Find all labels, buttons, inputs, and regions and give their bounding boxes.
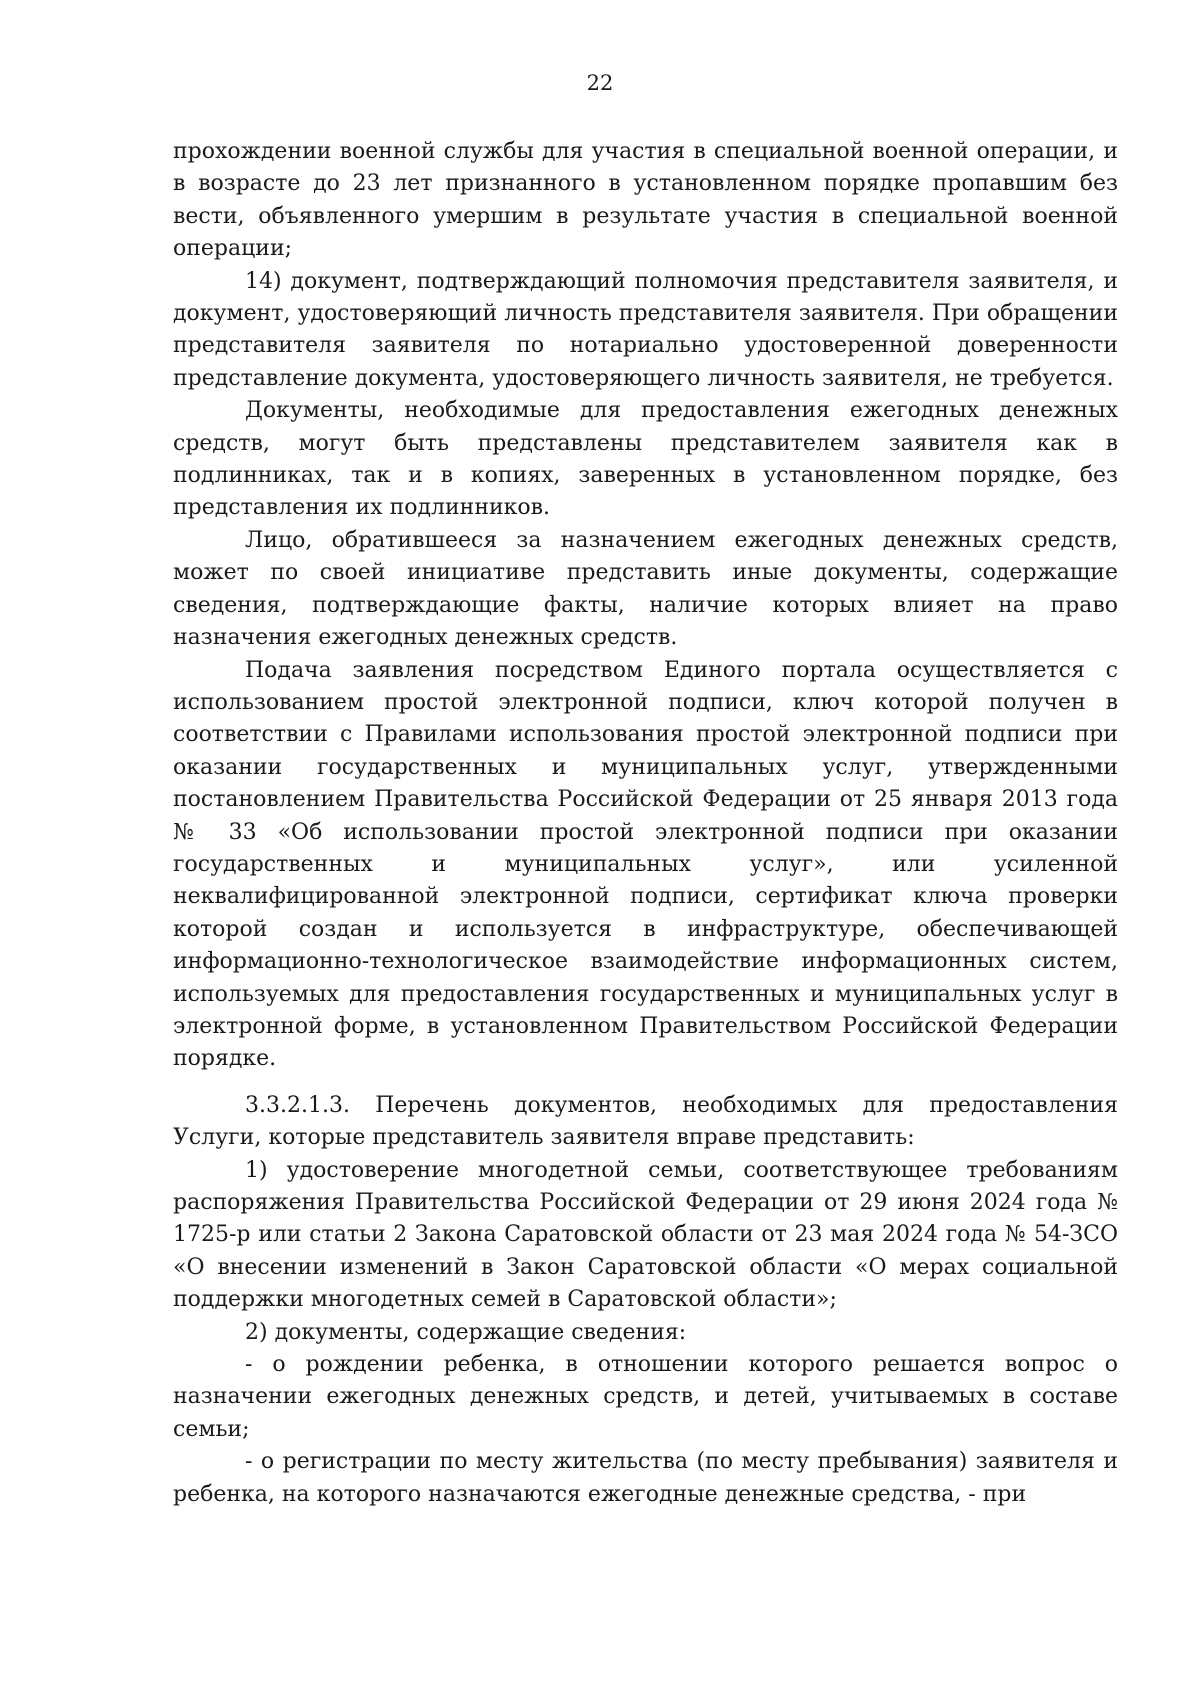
- list-item-birth-info: - о рождении ребенка, в отношении которого решается вопрос о назначении ежегодных денежных средств, и детей, учитываемых в составе семьи;: [173, 1352, 1118, 1442]
- paragraph-electronic-signature: Подача заявления посредством Единого портала осуществляется с использованием простой электронной подписи, ключ которой получен в соответствии с Правилами использования простой электронной подписи при оказании государственных и муниципальных услуг, утвержденными постановлением Правительства Российской Федерации от 25 января 2013 года № 33 «Об использовании простой электронной подписи при оказании государственных и муниципальных услуг», или усиленной неквалифицированной электронной подписи, сертификат ключа проверки которой создан и используется в инфраструктуре, обеспечивающей информационно-технологическое взаимодействие информационных систем, используемых для предоставления государственных и муниципальных услуг в электронной форме, в установленном Правительством Российской Федерации порядке.: [173, 657, 1118, 1072]
- paragraph-documents-originals-copies: Документы, необходимые для предоставления ежегодных денежных средств, могут быть представлены представителем заявителя как в подлинниках, так и в копиях, заверенных в установленном порядке, без представления их подлинников.: [173, 398, 1118, 521]
- paragraph-military-service-continuation: прохождении военной службы для участия в специальной военной операции, и в возрасте до 23 лет признанного в установленном порядке пропавшим без вести, объявленного умершим в результате участия в специальной военной операции;: [173, 139, 1118, 262]
- paragraph-item-14-representative-document: 14) документ, подтверждающий полномочия представителя заявителя, и документ, удостоверяющий личность представителя заявителя. При обращении представителя заявителя по нотариально удостоверенной доверенности представление документа, удостоверяющего личность заявителя, не требуется.: [173, 268, 1118, 391]
- paragraph-item-2-documents-info: 2) документы, содержащие сведения:: [245, 1319, 687, 1345]
- page-number: 22: [586, 71, 614, 95]
- document-body: [173, 136, 1118, 1511]
- list-item-registration-info: - о регистрации по месту жительства (по месту пребывания) заявителя и ребенка, на которого назначаются ежегодные денежные средства, - при: [173, 1449, 1118, 1507]
- paragraph-item-1-large-family-certificate: 1) удостоверение многодетной семьи, соответствующее требованиям распоряжения Правительства Российской Федерации от 29 июня 2024 года № 1725-р или статьи 2 Закона Саратовской области от 23 мая 2024 года № 54-ЗСО «О внесении изменений в Закон Саратовской области «О мерах социальной поддержки многодетных семей в Саратовской области»;: [173, 1157, 1118, 1313]
- paragraph-additional-documents: Лицо, обратившееся за назначением ежегодных денежных средств, может по своей инициативе представить иные документы, содержащие сведения, подтверждающие факты, наличие которых влияет на право назначения ежегодных денежных средств.: [173, 527, 1118, 651]
- section-heading-3-3-2-1-3: 3.3.2.1.3. Перечень документов, необходимых для предоставления Услуги, которые представитель заявителя вправе представить:: [173, 1092, 1118, 1151]
